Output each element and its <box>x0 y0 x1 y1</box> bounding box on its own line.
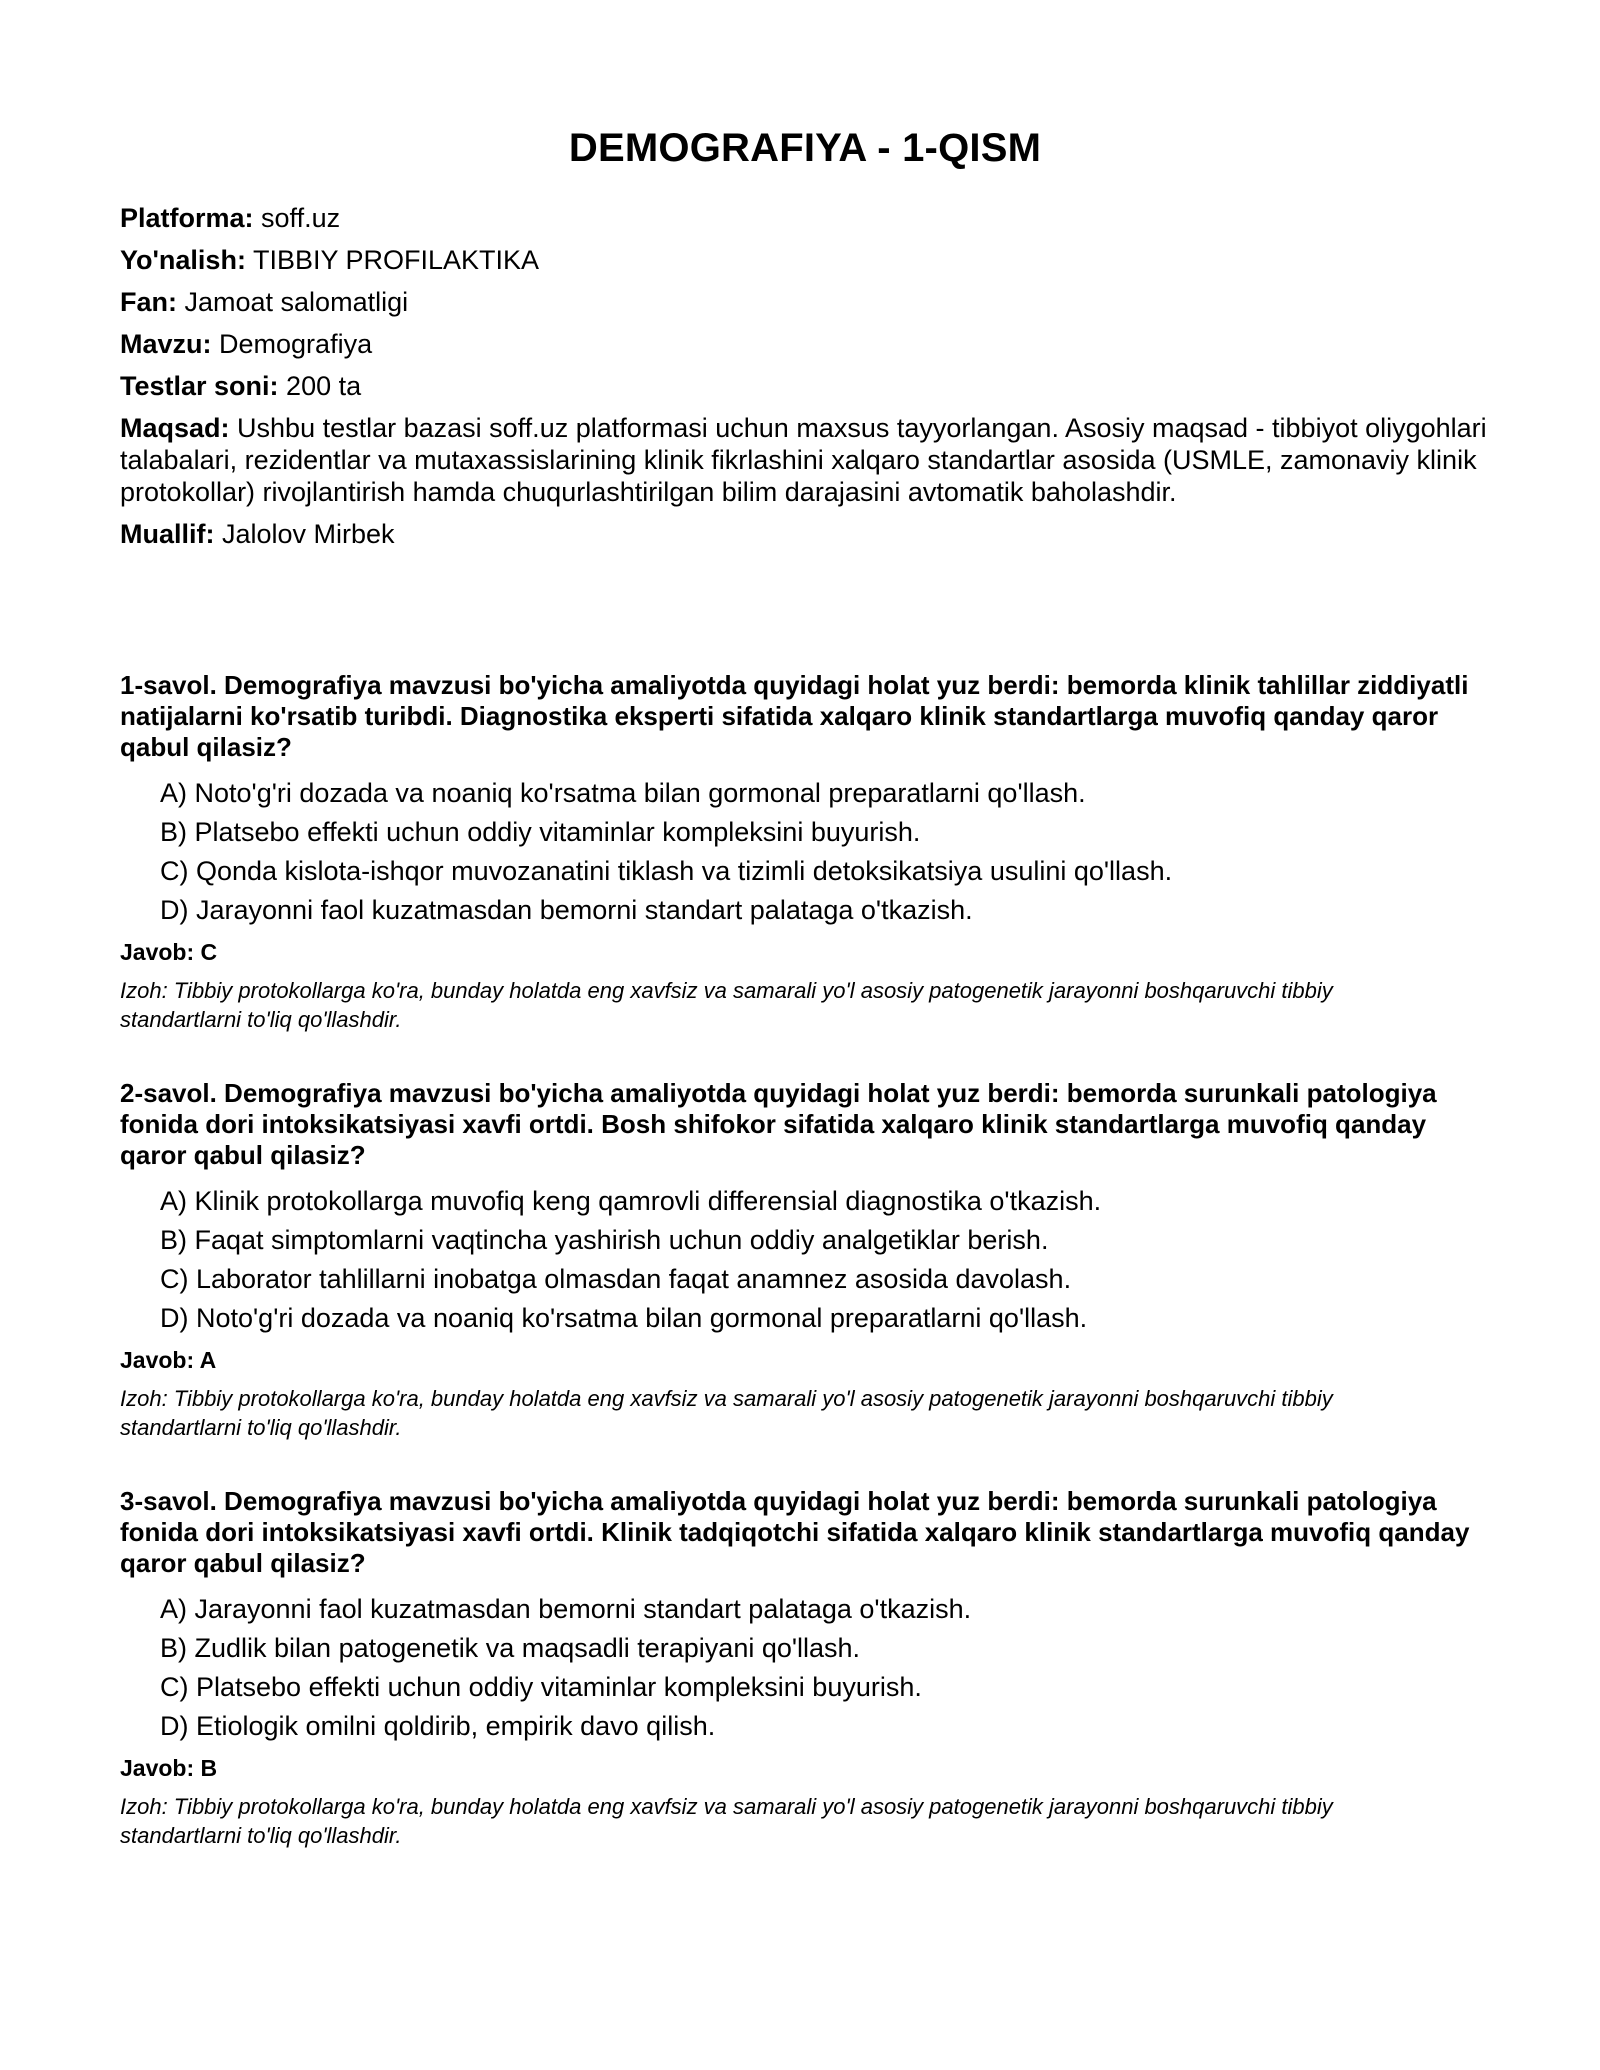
meta-value: 200 ta <box>278 371 362 401</box>
meta-label: Platforma: <box>120 203 254 233</box>
correct-answer: Javob: B <box>120 1755 218 1781</box>
answer-option: D) Etiologik omilni qoldirib, empirik davo qilish. <box>160 1711 716 1741</box>
meta-direction <box>120 244 1490 276</box>
option-list <box>120 777 1490 926</box>
question-text: 3-savol. Demografiya mavzusi bo'yicha amaliyotda quyidagi holat yuz berdi: bemorda surunkali patologiya fonida dori intoksikatsiyasi xavfi ortdi. Klinik tadqiqotchi sifatida xalqaro klinik standartlarga muvofiq qanday qaror qabul qilasiz? <box>120 1486 1470 1578</box>
question-text: 2-savol. Demografiya mavzusi bo'yicha amaliyotda quyidagi holat yuz berdi: bemorda surunkali patologiya fonida dori intoksikatsiyasi xavfi ortdi. Bosh shifokor sifatida xalqaro klinik standartlarga muvofiq qanday qaror qabul qilasiz? <box>120 1078 1437 1170</box>
meta-value: Demografiya <box>211 329 373 359</box>
answer-option: B) Platsebo effekti uchun oddiy vitaminlar kompleksini buyurish. <box>160 817 921 847</box>
question-text: 1-savol. Demografiya mavzusi bo'yicha amaliyotda quyidagi holat yuz berdi: bemorda klinik tahlillar ziddiyatli natijalarni ko'rsatib turibdi. Diagnostika eksperti sifatida xalqaro klinik standartlarga muvofiq qanday qaror qabul qilasiz? <box>120 670 1469 762</box>
question-block <box>120 1486 1490 1894</box>
meta-label: Testlar soni: <box>120 371 279 401</box>
answer-option: C) Qonda kislota-ishqor muvozanatini tiklash va tizimli detoksikatsiya usulini qo'llash. <box>160 856 1173 886</box>
answer-option: A) Noto'g'ri dozada va noaniq ko'rsatma bilan gormonal preparatlarni qo'llash. <box>160 778 1086 808</box>
answer-option: D) Jarayonni faol kuzatmasdan bemorni standart palataga o'tkazish. <box>160 895 973 925</box>
question-block <box>120 1078 1490 1486</box>
meta-value: Jalolov Mirbek <box>214 519 395 549</box>
meta-label: Muallif: <box>120 519 215 549</box>
answer-option: A) Jarayonni faol kuzatmasdan bemorni standart palataga o'tkazish. <box>160 1594 972 1624</box>
meta-platform <box>120 202 1490 234</box>
meta-subject <box>120 286 1490 318</box>
meta-value: soff.uz <box>253 203 341 233</box>
answer-option: B) Zudlik bilan patogenetik va maqsadli terapiyani qo'llash. <box>160 1633 861 1663</box>
answer-option: C) Laborator tahlillarni inobatga olmasdan faqat anamnez asosida davolash. <box>160 1264 1072 1294</box>
explanation-note: Izoh: Tibbiy protokollarga ko'ra, bunday holatda eng xavfsiz va samarali yo'l asosiy patogenetik jarayonni boshqaruvchi tibbiy standartlarni to'liq qo'llashdir. <box>120 1794 1333 1848</box>
meta-value: Jamoat salomatligi <box>177 287 409 317</box>
meta-label: Yo'nalish: <box>120 245 246 275</box>
answer-option: B) Faqat simptomlarni vaqtincha yashirish uchun oddiy analgetiklar berish. <box>160 1225 1049 1255</box>
meta-topic <box>120 328 1490 360</box>
meta-value: TIBBIY PROFILAKTIKA <box>245 245 540 275</box>
explanation-note: Izoh: Tibbiy protokollarga ko'ra, bunday holatda eng xavfsiz va samarali yo'l asosiy patogenetik jarayonni boshqaruvchi tibbiy standartlarni to'liq qo'llashdir. <box>120 1386 1333 1440</box>
question-list <box>120 670 1490 1894</box>
explanation-note: Izoh: Tibbiy protokollarga ko'ra, bunday holatda eng xavfsiz va samarali yo'l asosiy patogenetik jarayonni boshqaruvchi tibbiy standartlarni to'liq qo'llashdir. <box>120 978 1333 1032</box>
answer-option: A) Klinik protokollarga muvofiq keng qamrovli differensial diagnostika o'tkazish. <box>160 1186 1102 1216</box>
meta-label: Mavzu: <box>120 329 212 359</box>
correct-answer: Javob: C <box>120 939 218 965</box>
meta-value: Ushbu testlar bazasi soff.uz platformasi uchun maxsus tayyorlangan. Asosiy maqsad - tibbiyot oliygohlari talabalari, rezidentlar va mutaxassislarining klinik fikrlashini xalqaro standartlar asosida (USMLE, zamonaviy klinik protokollar) rivojlantirish hamda chuqurlashtirilgan bilim darajasini avtomatik baholashdir. <box>120 413 1487 507</box>
question-block <box>120 670 1490 1078</box>
meta-label: Fan: <box>120 287 177 317</box>
answer-option: D) Noto'g'ri dozada va noaniq ko'rsatma bilan gormonal preparatlarni qo'llash. <box>160 1303 1088 1333</box>
metadata-block <box>120 202 1490 560</box>
option-list <box>120 1593 1490 1742</box>
meta-test-count <box>120 370 1490 402</box>
meta-label: Maqsad: <box>120 413 230 443</box>
correct-answer: Javob: A <box>120 1347 217 1373</box>
meta-purpose <box>120 412 1490 508</box>
page-title: DEMOGRAFIYA - 1-QISM <box>568 126 1042 170</box>
option-list <box>120 1185 1490 1334</box>
answer-option: C) Platsebo effekti uchun oddiy vitaminlar kompleksini buyurish. <box>160 1672 922 1702</box>
meta-author <box>120 518 1490 550</box>
